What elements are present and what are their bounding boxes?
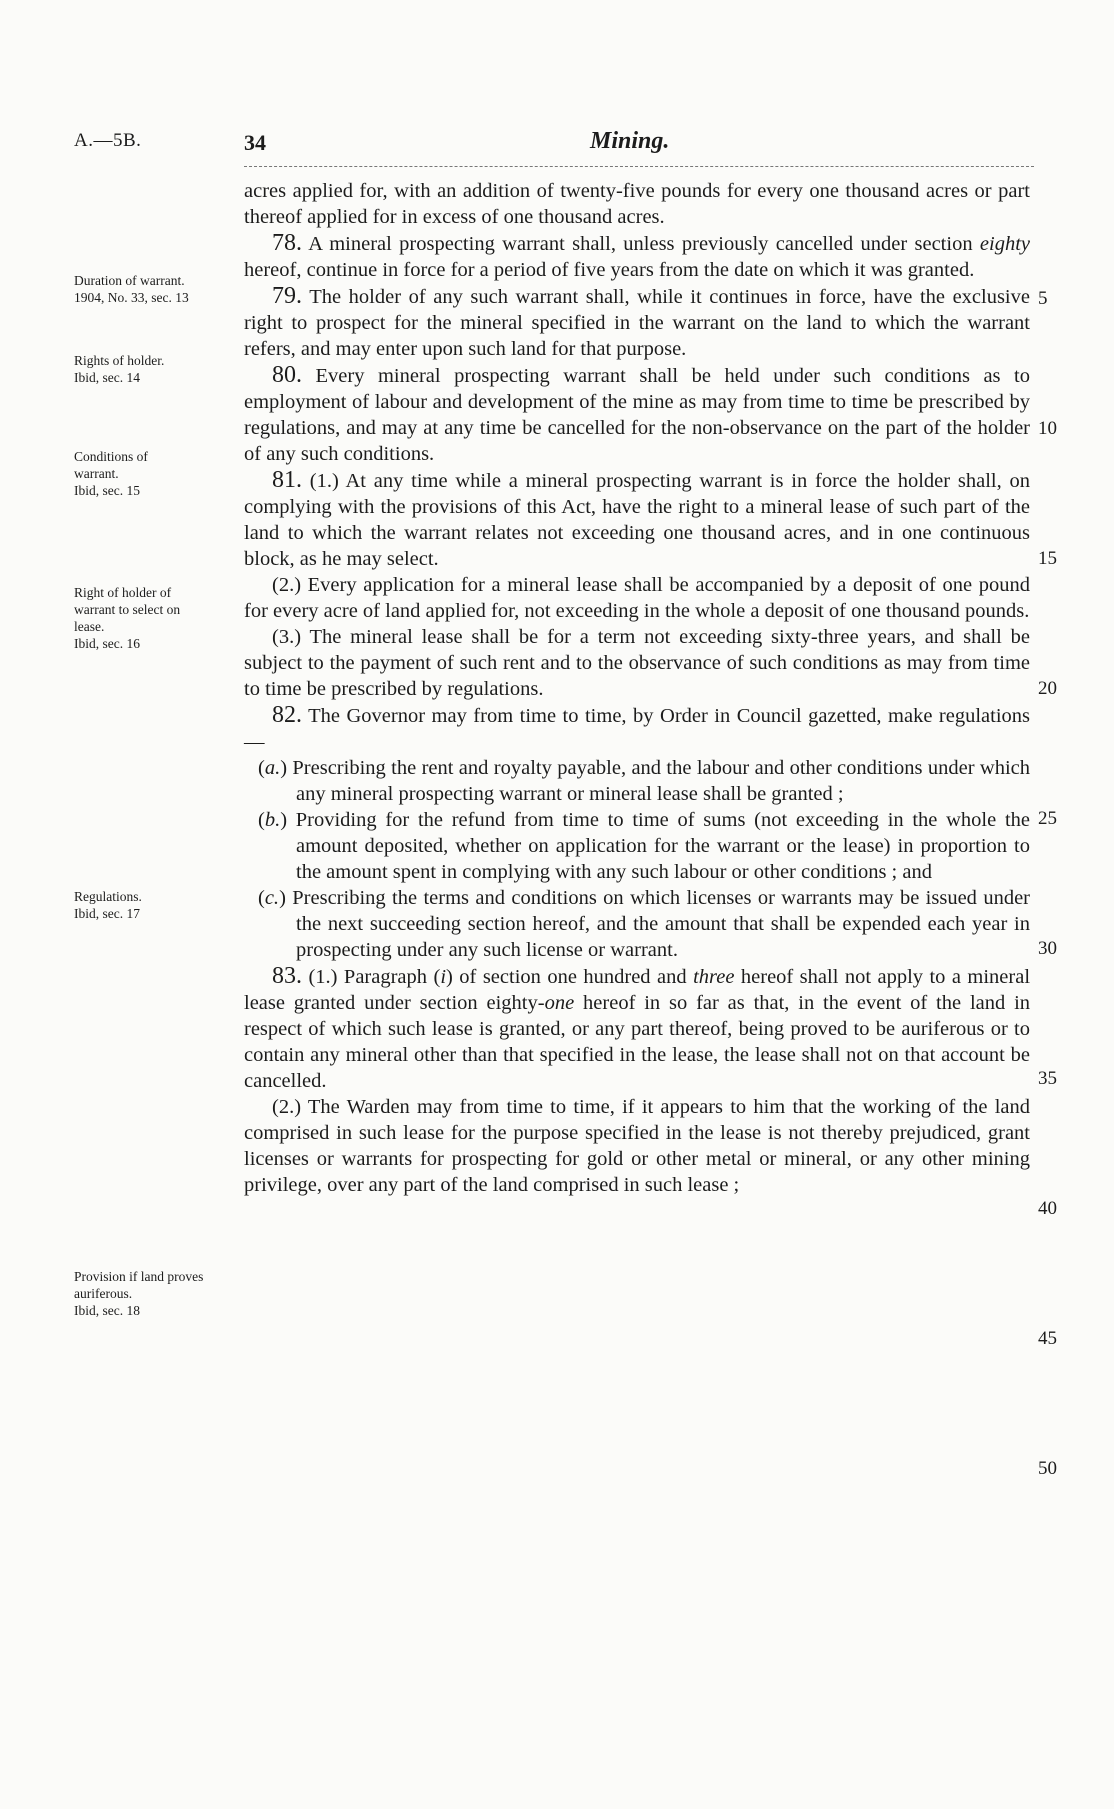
line-number: 15 [1038, 548, 1057, 569]
section-81-1: 81. (1.) At any time while a mineral prospecting warrant is in force the holder shall, on complying with the provisions of this Act, have the right to a mineral lease of such part of the land to which the warrant relates not exceeding one thousand acres, and in one continuous block, as he may select. [244, 467, 1030, 570]
section-82: 82. The Governor may from time to time, by Order in Council gazetted, make regulations— [244, 702, 1030, 753]
document-reference: A.—5B. [74, 130, 142, 151]
header-rule [244, 166, 1034, 167]
line-number: 35 [1038, 1068, 1057, 1089]
page-title: Mining. [590, 128, 670, 154]
margin-note-duration: Duration of warrant. 1904, No. 33, sec. 13 [74, 273, 189, 305]
line-number: 20 [1038, 678, 1057, 699]
margin-note-regulations: Regulations. Ibid, sec. 17 [74, 889, 142, 921]
section-82-a: (a.) Prescribing the rent and royalty payable, and the labour and other conditions under which any mineral prospecting warrant or mineral lease shall be granted ; [258, 757, 1030, 805]
section-81-2: (2.) Every application for a mineral lease shall be accompanied by a deposit of one pound for every acre of land applied for, not exceeding in the whole a deposit of one thousand pounds. [244, 574, 1030, 622]
line-number: 30 [1038, 938, 1057, 959]
body-text [244, 178, 1030, 1198]
margin-note-right-of-holder: Right of holder of warrant to select on lease. Ibid, sec. 16 [74, 585, 181, 651]
line-number: 10 [1038, 418, 1057, 439]
section-81-3: (3.) The mineral lease shall be for a term not exceeding sixty-three years, and shall be subject to the payment of such rent and to the observance of such conditions as may from time to time be prescribed by regulations. [244, 626, 1030, 700]
page-number: 34 [244, 130, 266, 155]
line-number: 5 [1038, 288, 1048, 309]
section-79: 79. The holder of any such warrant shall, while it continues in force, have the exclusive right to prospect for the mineral specified in the warrant on the land to which the warrant refers, and may enter upon such land for that purpose. [244, 283, 1030, 360]
section-83-2: (2.) The Warden may from time to time, if it appears to him that the working of the land comprised in such lease for the purpose specified in the lease is not thereby prejudiced, grant licenses or warrants for prospecting for gold or other metal or mineral, or any other mining privilege, over any part of the land comprised in such lease ; [244, 1096, 1030, 1196]
line-number: 45 [1038, 1328, 1057, 1349]
line-number: 40 [1038, 1198, 1057, 1219]
section-83-1: 83. (1.) Paragraph (i) of section one hundred and three hereof shall not apply to a mineral lease granted under section eighty-one hereof in so far as that, in the event of the land in respect of which such lease is granted, or any part thereof, being proved to be auriferous or to contain any mineral other than that specified in the lease, the lease shall not on that account be cancelled. [244, 963, 1031, 1092]
paragraph-continuation: acres applied for, with an addition of twenty-five pounds for every one thousand acres or part thereof applied for in excess of one thousand acres. [244, 180, 1030, 228]
section-82-b: (b.) Providing for the refund from time to time of sums (not exceeding in the whole the amount deposited, whether on application for the warrant or the lease) in proportion to the amount spent in complying with any such labour or other conditions ; and [258, 809, 1030, 883]
section-80: 80. Every mineral prospecting warrant shall be held under such conditions as to employment of labour and development of the mine as may from time to time be prescribed by regulations, and may at any time be cancelled for the non-observance on the part of the holder of any such conditions. [244, 362, 1030, 465]
section-82-c: (c.) Prescribing the terms and conditions on which licenses or warrants may be issued under the next succeeding section hereof, and the amount that shall be expended each year in prospecting under any such license or warrant. [258, 887, 1030, 961]
line-number: 25 [1038, 808, 1057, 829]
margin-note-auriferous: Provision if land proves auriferous. Ibid, sec. 18 [74, 1269, 204, 1318]
margin-note-rights: Rights of holder. Ibid, sec. 14 [74, 353, 165, 385]
margin-note-conditions: Conditions of warrant. Ibid, sec. 15 [74, 449, 148, 498]
line-number: 50 [1038, 1458, 1057, 1479]
section-78: 78. A mineral prospecting warrant shall, unless previously cancelled under section eighty hereof, continue in force for a period of five years from the date on which it was granted. [244, 230, 1031, 281]
